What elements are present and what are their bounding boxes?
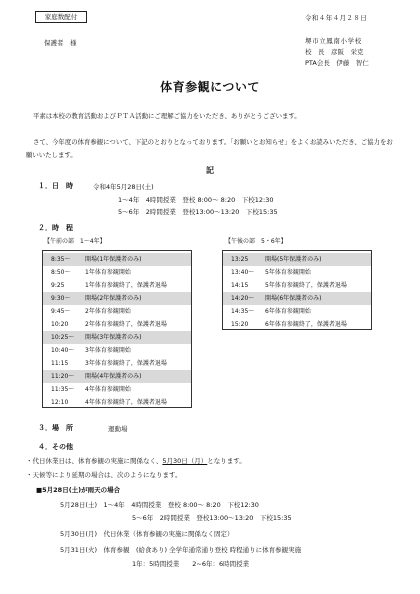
timetable-row <box>223 266 371 279</box>
activity-cell: 開場(4年保護者のみ) <box>85 372 142 380</box>
timetable-row <box>223 305 371 318</box>
ki-heading: 記 <box>206 166 214 175</box>
intro-paragraph-2: さて、今年度の体育参観について、下記のとおりとなっております。「お願いとお知らせ」をよくお読みいただき、ご協力をお願いいたします。 <box>26 138 393 159</box>
schedule-line-grades-5-6: 5～6年 2時間授業 登校13:00～13:20 下校15:35 <box>118 208 278 216</box>
timetable-row <box>43 318 191 331</box>
section-4-heading: ４．その他 <box>38 443 73 451</box>
timetable-row <box>43 253 191 266</box>
timetable-row <box>43 357 191 370</box>
activity-cell: 1年体育参観終了，保護者退場 <box>85 281 167 289</box>
note-postponement: ・天候等により延期の場合は、次のようになります。 <box>26 471 182 479</box>
time-cell: 15:20 <box>231 320 249 328</box>
timetable-row <box>43 279 191 292</box>
time-cell: 12:10 <box>51 398 69 406</box>
rain-case-heading: ■5月28日(土)が雨天の場合 <box>36 486 121 494</box>
activity-cell: 3年体育参観終了，保護者退場 <box>85 359 167 367</box>
time-cell: 10:25～ <box>51 333 75 341</box>
timetable-row <box>43 344 191 357</box>
morning-session-title: 【午前の部 1～4年】 <box>44 238 106 245</box>
addressee: 保護者 様 <box>44 39 77 47</box>
note-substitute-holiday <box>26 457 246 465</box>
rain-line-3: 5月30日(月) 代日休業（体育参観の実施に関係なく固定） <box>60 530 234 538</box>
activity-cell: 開場(1年保護者のみ) <box>85 255 142 263</box>
activity-cell: 開場(6年保護者のみ) <box>265 294 322 302</box>
activity-cell: 6年体育参観終了，保護者退場 <box>265 320 347 328</box>
time-cell: 10:40～ <box>51 346 75 354</box>
rain-line-1: 5月28日(土) 1～4年 4時間授業 登校 8:00～ 8:20 下校12:30 <box>60 501 259 509</box>
time-cell: 13:25 <box>231 255 249 263</box>
activity-cell: 5年体育参観開始 <box>265 268 311 276</box>
time-cell: 11:20～ <box>51 372 75 380</box>
timetable-row <box>223 292 371 305</box>
time-cell: 8:35～ <box>51 255 71 263</box>
activity-cell: 2年体育参観開始 <box>85 307 131 315</box>
time-cell: 9:45～ <box>51 307 71 315</box>
afternoon-session-title: 【午後の部 5・6年】 <box>225 238 287 245</box>
principal-name: 校 長 彦阪 栄克 <box>305 48 364 56</box>
activity-cell: 2年体育参観終了，保護者退場 <box>85 320 167 328</box>
section-3-heading: ３．場 所 <box>38 424 73 432</box>
activity-cell: 開場(3年保護者のみ) <box>85 333 142 341</box>
time-cell: 14:15 <box>231 281 249 289</box>
timetable-row <box>223 318 371 331</box>
section-1-heading: １．日 時 <box>38 182 73 190</box>
rain-line-5: 1年：5時間授業 2~6年：6時間授業 <box>132 560 250 568</box>
holiday-date: 5月30日（月） <box>162 457 208 465</box>
activity-cell: 6年体育参観開始 <box>265 307 311 315</box>
rain-line-4: 5月31日(火) 体育参観 (給食あり) 全学年通常通り登校 時程通りに体育参観実施 <box>60 546 302 554</box>
time-cell: 10:20 <box>51 320 69 328</box>
timetable-row <box>223 279 371 292</box>
activity-cell: 4年体育参観開始 <box>85 385 131 393</box>
note-text: ・代日休業日は、体育参観の実施に関係なく、 <box>26 457 163 465</box>
timetable-row <box>43 266 191 279</box>
timetable-row <box>223 253 371 266</box>
page-title: 体育参観について <box>160 80 260 94</box>
activity-cell: 5年体育参観終了，保護者退場 <box>265 281 347 289</box>
timetable-row <box>43 383 191 396</box>
rain-line-2: 5～6年 2時間授業 登校13:00～13:20 下校15:35 <box>132 514 292 522</box>
time-cell: 11:35～ <box>51 385 75 393</box>
time-cell: 8:50～ <box>51 268 71 276</box>
time-cell: 14:35～ <box>231 307 255 315</box>
event-date: 令和4年5月28日(土) <box>93 183 154 191</box>
activity-cell: 開場(2年保護者のみ) <box>85 294 142 302</box>
timetable-row <box>43 370 191 383</box>
distribution-stamp: 家庭数配付 <box>35 11 87 23</box>
timetable-row <box>43 396 191 409</box>
timetable-row <box>43 292 191 305</box>
time-cell: 14:20～ <box>231 294 255 302</box>
timetable-row <box>43 305 191 318</box>
venue: 運動場 <box>108 425 128 433</box>
time-cell: 9:30～ <box>51 294 71 302</box>
activity-cell: 4年体育参観終了，保護者退場 <box>85 398 167 406</box>
activity-cell: 開場(5年保護者のみ) <box>265 255 322 263</box>
timetable-row <box>43 331 191 344</box>
time-cell: 11:15 <box>51 359 69 367</box>
pta-president-name: PTA会長 伊藤 智仁 <box>305 59 369 67</box>
time-cell: 13:40～ <box>231 268 255 276</box>
school-name: 堺市立鳳南小学校 <box>305 37 362 45</box>
morning-timetable <box>42 250 192 408</box>
activity-cell: 3年体育参観開始 <box>85 346 131 354</box>
afternoon-timetable <box>222 250 372 330</box>
time-cell: 9:25 <box>51 281 65 289</box>
schedule-line-grades-1-4: 1～4年 4時間授業 登校 8:00～ 8:20 下校12:30 <box>118 196 274 204</box>
intro-paragraph-1: 平素は本校の教育活動およびＰＴＡ活動にご理解ご協力をいただき、ありがとうございます。 <box>33 112 301 120</box>
note-text-end: となります。 <box>207 457 246 465</box>
issue-date: 令和４年４月２８日 <box>305 14 368 22</box>
section-2-heading: ２．時 程 <box>38 224 73 232</box>
activity-cell: 1年体育参観開始 <box>85 268 131 276</box>
